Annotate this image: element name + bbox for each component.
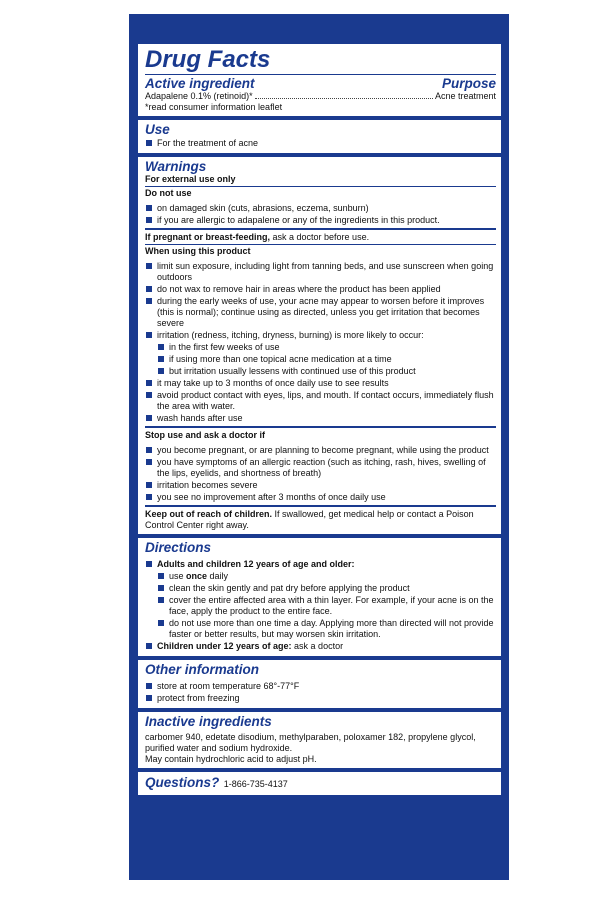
leaflet-note: *read consumer information leaflet [145,102,283,112]
other-info-item: protect from freezing [145,693,496,704]
purpose-value: Acne treatment [434,91,496,101]
section-other-information [138,660,501,708]
when-using-item: avoid product contact with eyes, lips, and mouth. If contact occurs, immediately flush the area with water. [145,390,496,412]
children-under-12: Children under 12 years of age: ask a doctor [145,641,496,652]
inactive-ingredients-note: May contain hydrochloric acid to adjust pH. [145,754,317,764]
irritation-sub-item: if using more than one topical acne medication at a time [157,354,496,365]
questions-phone: 1-866-735-4137 [223,779,288,789]
do-not-use-item: on damaged skin (cuts, abrasions, eczema, sunburn) [145,203,496,214]
drug-facts-title: Drug Facts [145,46,271,73]
section-questions [138,772,501,795]
stop-use-item: you become pregnant, or are planning to become pregnant, while using the product [145,445,496,456]
when-using-item: irritation (redness, itching, dryness, burning) is more likely to occur: [145,330,496,341]
adults-heading: Adults and children 12 years of age and older: [145,559,496,570]
do-not-use-item: if you are allergic to adapalene or any of the ingredients in this product. [145,215,496,226]
directions-sub-item: do not use more than one time a day. Applying more than directed will not provide faster or better results, but may worsen skin irritation. [157,618,496,640]
directions-sub-item: clean the skin gently and pat dry before applying the product [157,583,496,594]
directions-sub-item: cover the entire affected area with a thin layer. For example, if your acne is on the face, apply the product to the entire face. [157,595,496,617]
irritation-sub-item: in the first few weeks of use [157,342,496,353]
use-item: For the treatment of acne [145,138,496,149]
purpose-heading: Purpose [441,76,496,91]
section-use [138,120,501,153]
section-warnings [138,157,501,534]
stop-use-item: irritation becomes severe [145,480,496,491]
do-not-use-heading: Do not use [145,188,192,198]
section-directions [138,538,501,656]
inactive-ingredients-list: carbomer 940, edetate disodium, methylparaben, poloxamer 182, propylene glycol, purified water and sodium hydroxide. [145,732,476,753]
irritation-sub-item: but irritation usually lessens with continued use of this product [157,366,496,377]
when-using-heading: When using this product [145,246,251,256]
external-use-label: For external use only [145,174,236,184]
stop-use-heading: Stop use and ask a doctor if [145,430,266,440]
stop-use-item: you have symptoms of an allergic reaction (such as itching, rash, hives, swelling of the lips, eyelids, and shortness of breath) [145,457,496,479]
keep-out-of-reach: Keep out of reach of children. If swallowed, get medical help or contact a Poison Control Center right away. [145,509,474,530]
directions-heading: Directions [145,540,212,555]
active-ingredient-name: Adapalene 0.1% (retinoid)* [145,91,253,101]
other-information-heading: Other information [145,662,259,677]
section-inactive-ingredients [138,712,501,768]
section-active-ingredient [138,44,501,116]
when-using-item: it may take up to 3 months of once daily use to see results [145,378,496,389]
when-using-item: limit sun exposure, including light from tanning beds, and use sunscreen when going outdoors [145,261,496,283]
when-using-item: do not wax to remove hair in areas where the product has been applied [145,284,496,295]
pregnant-warning: If pregnant or breast-feeding, ask a doctor before use. [145,232,370,242]
when-using-item: during the early weeks of use, your acne may appear to worsen before it improves (this is normal); continue using as directed, unless you get irritation that becomes severe [145,296,496,329]
inactive-ingredients-heading: Inactive ingredients [145,714,272,729]
warnings-heading: Warnings [145,159,207,174]
other-info-item: store at room temperature 68°-77°F [145,681,496,692]
active-ingredient-heading: Active ingredient [145,76,255,91]
use-heading: Use [145,122,170,137]
drug-facts-panel [129,14,509,880]
stop-use-item: you see no improvement after 3 months of once daily use [145,492,496,503]
directions-sub-item: use once daily [157,571,496,582]
questions-heading: Questions? [145,775,220,790]
when-using-item: wash hands after use [145,413,496,424]
